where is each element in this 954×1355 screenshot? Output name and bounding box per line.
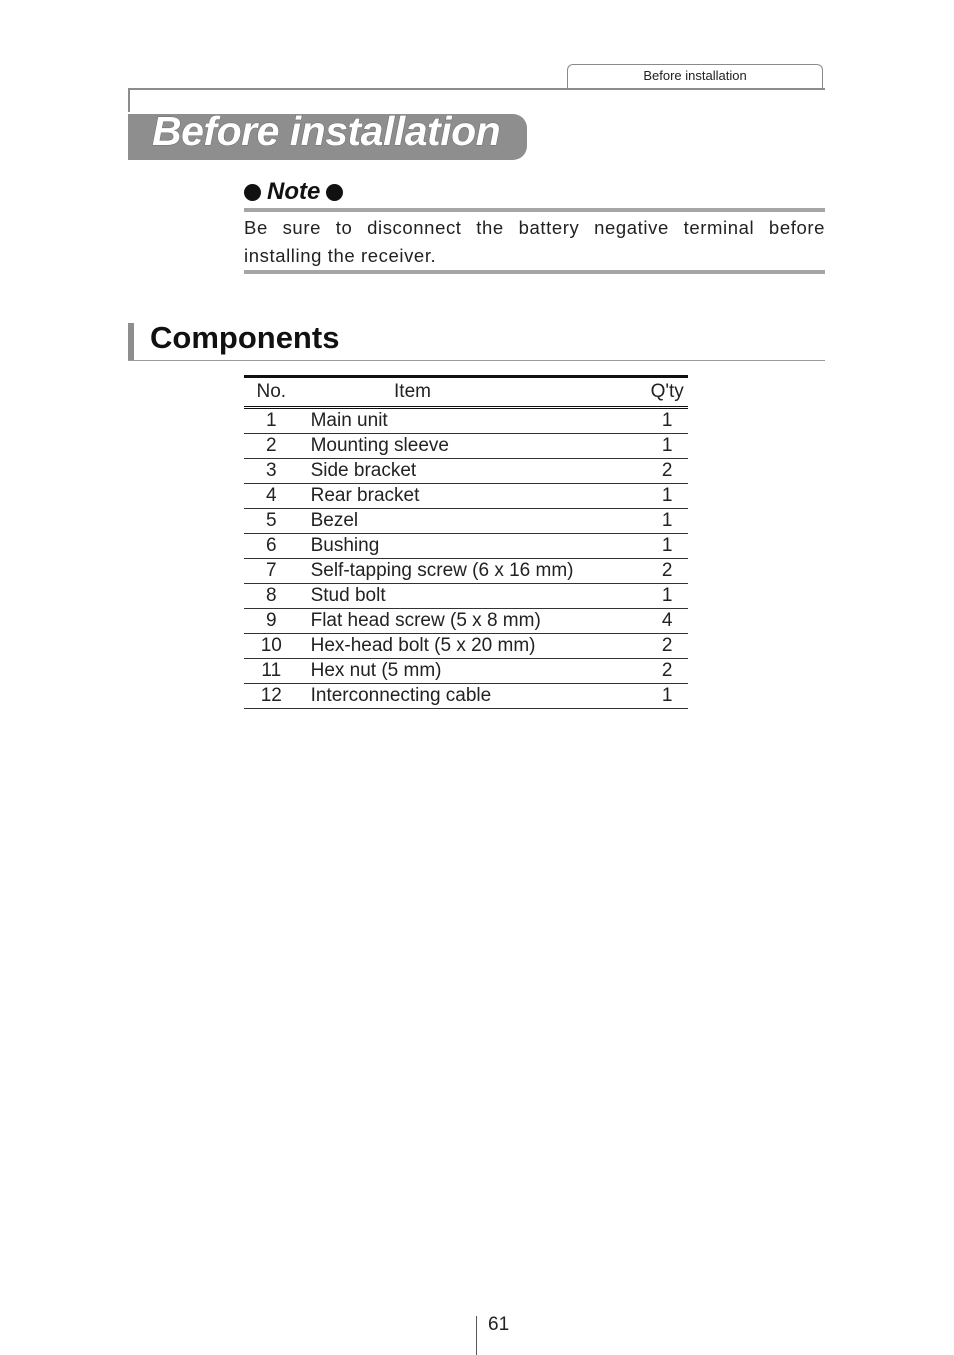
row-qty: 1 [646,584,688,609]
row-item: Hex-head bolt (5 x 20 mm) [299,634,647,659]
row-item: Main unit [299,408,647,434]
bullet-icon [244,184,261,201]
row-no: 2 [244,434,299,459]
row-item: Rear bracket [299,484,647,509]
table-row [244,684,688,709]
row-qty: 1 [646,484,688,509]
table-row [244,459,688,484]
row-item: Hex nut (5 mm) [299,659,647,684]
row-item: Side bracket [299,459,647,484]
row-item: Bushing [299,534,647,559]
section-marker [128,323,134,361]
chapter-title: Before installation [152,108,501,154]
table-row [244,408,688,434]
row-qty: 4 [646,609,688,634]
table-row [244,534,688,559]
row-no: 9 [244,609,299,634]
table-header-row [244,377,688,408]
section-title: Components [150,320,340,355]
table-row [244,559,688,584]
note-rule-bottom [244,270,825,274]
table-row [244,609,688,634]
row-no: 7 [244,559,299,584]
header-left-tick [128,88,130,112]
row-no: 4 [244,484,299,509]
row-no: 5 [244,509,299,534]
row-item: Flat head screw (5 x 8 mm) [299,609,647,634]
row-qty: 1 [646,534,688,559]
table-row [244,584,688,609]
row-no: 3 [244,459,299,484]
row-item: Self-tapping screw (6 x 16 mm) [299,559,647,584]
components-table [244,375,688,709]
row-no: 11 [244,659,299,684]
row-qty: 1 [646,684,688,709]
header-item: Item [394,381,431,402]
header-no: No. [256,381,287,402]
row-no: 10 [244,634,299,659]
row-qty: 2 [646,659,688,684]
row-qty: 1 [646,408,688,434]
row-qty: 2 [646,634,688,659]
header-qty: Q'ty [650,381,684,402]
row-qty: 2 [646,559,688,584]
row-no: 12 [244,684,299,709]
table-row [244,434,688,459]
table-row [244,659,688,684]
page-number: 61 [488,1314,510,1335]
table-row [244,484,688,509]
row-no: 8 [244,584,299,609]
row-no: 6 [244,534,299,559]
running-header: Before installation [567,64,823,88]
row-qty: 1 [646,434,688,459]
row-qty: 2 [646,459,688,484]
row-item: Stud bolt [299,584,647,609]
header-rule [128,88,825,90]
note-rule-top [244,208,825,212]
note-text: Be sure to disconnect the battery negative terminal before installing the receiver. [244,217,825,266]
row-no: 1 [244,408,299,434]
bullet-icon [326,184,343,201]
row-qty: 1 [646,509,688,534]
row-item: Bezel [299,509,647,534]
row-item: Interconnecting cable [299,684,647,709]
table-row [244,634,688,659]
note-heading-label: Note [267,178,321,205]
row-item: Mounting sleeve [299,434,647,459]
table-row [244,509,688,534]
note-heading [244,178,343,206]
section-rule [128,360,825,361]
page-number-divider [476,1316,477,1355]
